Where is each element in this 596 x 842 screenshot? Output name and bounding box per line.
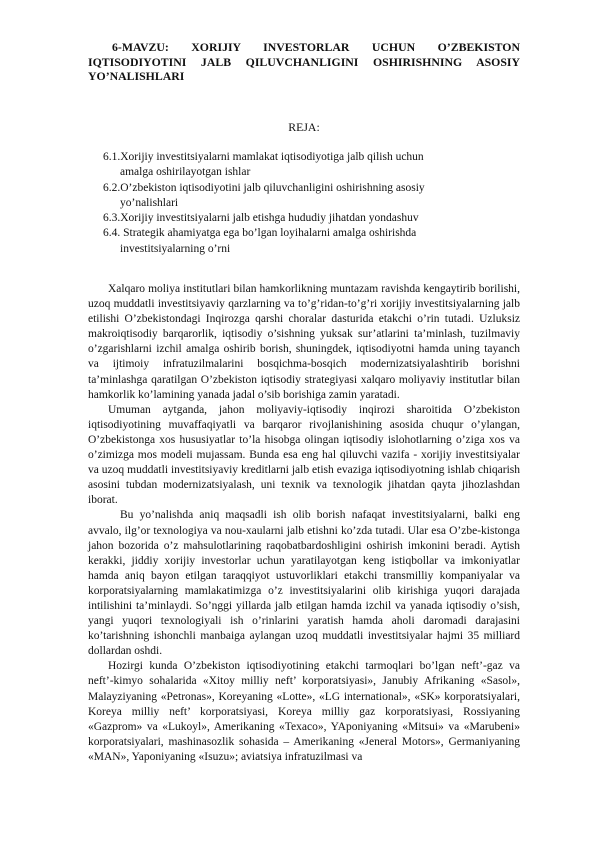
plan-item-text: 6.2.O’zbekiston iqtisodiyotini jalb qiluvchanligini oshirishning asosiy bbox=[103, 181, 425, 194]
plan-item bbox=[103, 181, 503, 212]
plan-item bbox=[103, 226, 503, 257]
body-text bbox=[88, 282, 520, 765]
plan-item bbox=[103, 211, 503, 226]
plan-heading: REJA: bbox=[288, 120, 320, 134]
paragraph: Hozirgi kunda O’zbekiston iqtisodiyotining etakchi tarmoqlari bo’lgan neft’-gaz va neft’-kimyo sohalarida «Xitoy milliy neft’ korporatsiyasi», Janubiy Afrikaning «Sasol», Malayziyaning «Petronas», Koreyaning «Lotte», «LG international», «SK» korporatsiyalari, Koreya milliy neft’ korporatsiyasi, Koreya milliy gaz korporatsiyasi, Rossiyaning «Gazprom» va «Lukoyl», Amerikaning «Texaco», YAponiyaning «Mitsui» va «Marubeni» korporatsiyalari, mashinasozlik sohasida – Amerikaning «Jeneral Motors», Germaniyaning «MAN», Yaponiyaning «Isuzu»; aviatsiya infratuzilmasi va bbox=[88, 660, 520, 763]
plan-item-text: 6.3.Xorijiy investitsiyalarni jalb etishga hududiy jihatdan yondashuv bbox=[103, 212, 419, 225]
plan-list bbox=[103, 150, 503, 257]
topic-title bbox=[88, 40, 520, 84]
paragraph: Umuman aytganda, jahon moliyaviy-iqtisodiy inqirozi sharoitida O’zbekiston iqtisodiyotining muvaffaqiyatli va barqaror rivojlanishining asosida chuqur o’ylangan, O’zbekistonga xos hususiyatlar to’la hisobga olingan iqtisodiy islohotlarning o’ziga xos va o’zimizga mos modeli mujassam. Bunda esa eng hal qiluvchi vazifa - xorijiy investitsiyalar va uzoq muddatli investitsiyaviy kreditlarni jalb etish evaziga iqtisodiyotning ishlab chiqarish asosini tubdan modernizatsiyalash, uni texnik va texnologik jihatdan qayta jihozlashdan iborat. bbox=[88, 403, 520, 507]
plan-item-text: 6.1.Xorijiy investitsiyalarni mamlakat iqtisodiyotiga jalb qilish uchun bbox=[103, 151, 424, 163]
plan-item-continuation: investitsiyalarning o’rni bbox=[120, 242, 231, 255]
plan-item bbox=[103, 150, 503, 181]
paragraph: Bu yo’nalishda aniq maqsadli ish olib borish nafaqat investitsiyalarni, balki eng avvalo, ilg’or texnologiya va nou-xaularni jalb etishni ko’zda tutadi. Ular esa O’zbe-kistonga jahon bozorida o’z mahsulotlarining raqobatbardoshligini oshirish imkonini beradi. Aytish kerakki, jiddiy xorijiy investorlar uchun yaratilayotgan keng istiqbollar va imkoniyatlar hamda aniq bayon etilgan taraqqiyot ustuvorliklari etakchi transmilliy kompaniyalar va korporatsiyalarning mamlakatimizga o’z investitsiyalarini olib kirishiga yuqori darajada intilishini ta’minlaydi. So’nggi yillarda jalb etilgan hamda izchil va yanada iqtisodiy o’sish, yangi yuqori texnologiyali ish o’rinlarini yaratish hamda aholi daromadi darajasini ko’tarishning ishonchli manbaiga aylangan uzoq muddatli investitsiyalar hajmi 35 milliard dollardan oshdi. bbox=[88, 509, 520, 658]
plan-item-text: 6.4. Strategik ahamiyatga ega bo’lgan loyihalarni amalga oshirishda bbox=[103, 227, 417, 240]
paragraph: Xalqaro moliya institutlari bilan hamkorlikning muntazam ravishda kengaytirib borilishi, uzoq muddatli investitsiyaviy qarzlarning va to’g’ridan-to’g’ri xorijiy investitsiyalarning jalb etilishi O’zbekistondagi Inqirozga qarshi choralar dasturida etakchi o’rin tutadi. Uzluksiz makroiqtisodiy barqarorlik, iqtisodiy o’sishning yuksak sur’atlarini ta’minlash, tuzilmaviy o’zgarishlarni izchil amalga oshirib borish, shuningdek, iqtisodiyotni hamda uning tayanch va ijtimoiy infratuzilmalarini bosqichma-bosqich modernizatsiyalashtirib borishni ta’minlashga qaratilgan O’zbekiston iqtisodiy strategiyasi xalqaro moliyaviy institutlar bilan hamkorlik ko’lamining yanada jadal o’sib borishiga zamin yaratadi. bbox=[88, 283, 520, 401]
title-line-1: 6-MAVZU: XORIJIY INVESTORLAR UCHUN O’ZBEKISTON bbox=[112, 40, 520, 54]
plan-item-continuation: amalga oshirilayotgan ishlar bbox=[120, 166, 251, 179]
title-line-2: IQTISODIYOTINI JALB QILUVCHANLIGINI OSHIRISHNING ASOSIY YO’NALISHLARI bbox=[88, 54, 520, 83]
plan-item-continuation: yo’nalishlari bbox=[120, 196, 179, 209]
